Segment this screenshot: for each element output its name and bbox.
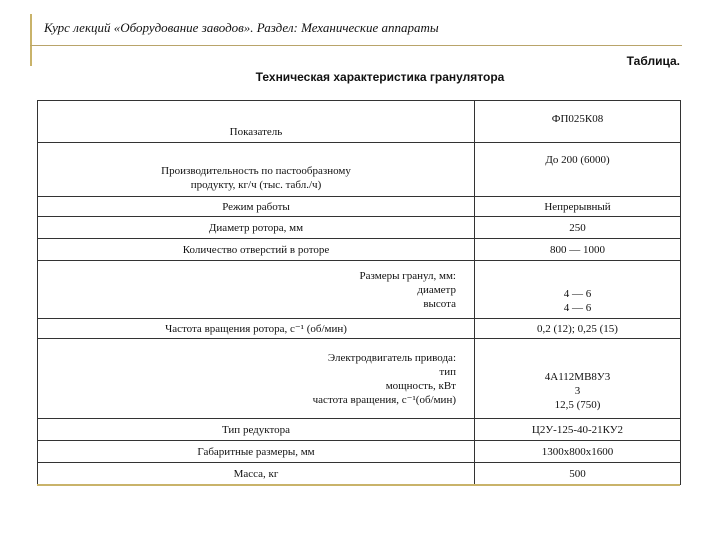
row-value-line: 3 bbox=[574, 385, 581, 397]
table-title: Техническая характеристика гранулятора bbox=[255, 70, 505, 84]
table-row bbox=[38, 143, 681, 197]
row-value-cell bbox=[475, 197, 681, 217]
row-parameter-line: Электродвигатель привода: bbox=[327, 351, 456, 364]
row-parameter-cell bbox=[38, 319, 475, 339]
row-parameter-line: частота вращения, с⁻¹(об/мин) bbox=[312, 393, 456, 406]
row-value-line: 4А112МВ8У3 bbox=[544, 371, 611, 383]
bottom-divider bbox=[37, 484, 680, 486]
row-parameter-line: тип bbox=[439, 365, 456, 378]
table-row bbox=[38, 217, 681, 239]
row-parameter-line: Количество отверстий в роторе bbox=[182, 243, 330, 256]
row-value-cell bbox=[475, 239, 681, 261]
row-parameter-cell bbox=[38, 143, 475, 197]
row-parameter-line: мощность, кВт bbox=[385, 379, 456, 392]
row-parameter-cell bbox=[38, 339, 475, 419]
row-value-line: 250 bbox=[569, 221, 586, 234]
header-parameter-label: Показатель bbox=[229, 126, 283, 138]
row-parameter-cell bbox=[38, 261, 475, 319]
row-parameter-cell bbox=[38, 463, 475, 485]
header-divider bbox=[30, 45, 682, 46]
row-value-line: 4 — 6 bbox=[563, 302, 592, 314]
row-parameter-line: Режим работы bbox=[222, 200, 290, 213]
row-parameter-line: Производительность по пастообразному bbox=[161, 165, 351, 177]
row-parameter-cell bbox=[38, 197, 475, 217]
row-value-line: Непрерывный bbox=[544, 200, 611, 213]
row-parameter-cell bbox=[38, 239, 475, 261]
row-value-line: 500 bbox=[569, 467, 586, 480]
table-row bbox=[38, 463, 681, 485]
table-row bbox=[38, 419, 681, 441]
row-parameter-line: Габаритные размеры, мм bbox=[197, 445, 315, 458]
table-row bbox=[38, 239, 681, 261]
row-value-cell bbox=[475, 463, 681, 485]
row-parameter-line: продукту, кг/ч (тыс. табл./ч) bbox=[190, 179, 322, 191]
spec-table bbox=[37, 100, 681, 485]
row-parameter-line: Масса, кг bbox=[233, 467, 279, 480]
row-parameter-line: Диаметр ротора, мм bbox=[208, 221, 304, 234]
table-row bbox=[38, 197, 681, 217]
table-row bbox=[38, 319, 681, 339]
header-model-label: ФП025К08 bbox=[551, 113, 604, 125]
row-parameter-line: Тип редуктора bbox=[221, 423, 291, 436]
row-parameter-cell bbox=[38, 441, 475, 463]
table-header-row bbox=[38, 101, 681, 143]
row-value-line: 12,5 (750) bbox=[554, 399, 601, 411]
row-parameter-line: диаметр bbox=[417, 283, 456, 296]
header-parameter-cell bbox=[38, 101, 475, 143]
table-label: Таблица. bbox=[626, 54, 680, 68]
row-value-line: До 200 (6000) bbox=[545, 154, 610, 166]
row-value-cell bbox=[475, 261, 681, 319]
row-value-line: 0,2 (12); 0,25 (15) bbox=[537, 322, 618, 335]
row-parameter-line: Частота вращения ротора, с⁻¹ (об/мин) bbox=[165, 323, 347, 335]
table-row bbox=[38, 441, 681, 463]
row-parameter-cell bbox=[38, 217, 475, 239]
row-value-line: 800 — 1000 bbox=[550, 243, 605, 256]
row-value-line: 4 — 6 bbox=[563, 288, 592, 300]
header-model-cell bbox=[475, 101, 681, 143]
row-parameter-cell bbox=[38, 419, 475, 441]
row-value-cell bbox=[475, 339, 681, 419]
row-value-cell bbox=[475, 441, 681, 463]
row-value-line: Ц2У-125-40-21КУ2 bbox=[531, 423, 624, 436]
row-parameter-line: Размеры гранул, мм: bbox=[359, 269, 456, 282]
row-parameter-line: высота bbox=[423, 297, 456, 310]
page-header-title: Курс лекций «Оборудование заводов». Раздел: Механические аппараты bbox=[44, 20, 439, 35]
row-value-cell bbox=[475, 217, 681, 239]
table-row bbox=[38, 261, 681, 319]
header-accent-bar bbox=[30, 14, 32, 66]
table-row bbox=[38, 339, 681, 419]
row-value-cell bbox=[475, 319, 681, 339]
row-value-cell bbox=[475, 419, 681, 441]
row-value-line: 1300х800х1600 bbox=[541, 445, 614, 458]
row-value-cell bbox=[475, 143, 681, 197]
